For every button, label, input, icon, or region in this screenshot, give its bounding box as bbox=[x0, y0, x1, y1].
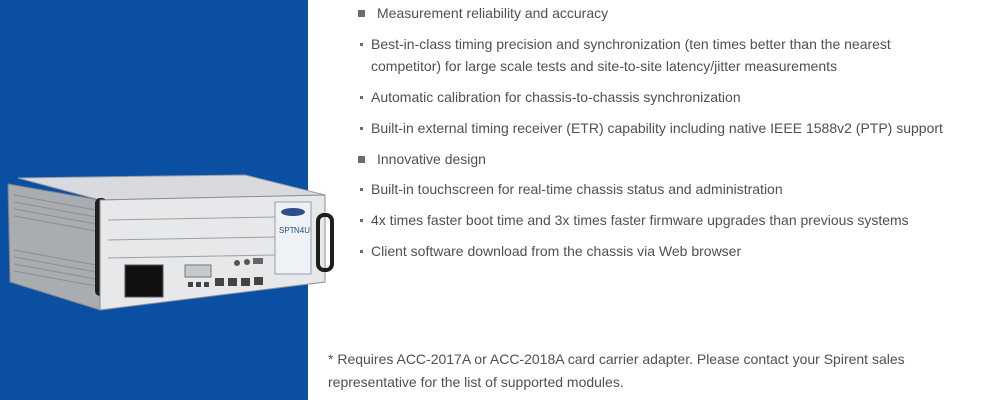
square-bullet-icon bbox=[358, 156, 365, 163]
bullet-icon bbox=[360, 250, 363, 253]
chassis-model-sublabel: N4U bbox=[294, 226, 311, 235]
bullet-icon bbox=[360, 219, 363, 222]
bullet-icon bbox=[360, 127, 363, 130]
chassis-model-label: SPT bbox=[279, 226, 295, 235]
square-bullet-icon bbox=[358, 10, 365, 17]
feature-content: Measurement reliability and accuracy Best-in-class timing precision and synchronization (ten times better than the nearest competitor) for large scale tests and site-to-site latency/jitter measurements Automatic calibration for chassis-to-chassis synchronization Built-in external timing receiver (ETR) capability including native IEEE 1588v2 (PTP) support Innovative design Built-in touchscreen for real-time chassis status and administration 4x times faster boot time and 3x times faster firmware upgrades than previous systems Client software download from the chassis via Web browser * Requires ACC-2017A or ACC-2018A card carrier adapter. Please contact your Spirent sales representative for the list of supported modules. bbox=[308, 0, 992, 400]
footnote-line: * Requires ACC-2017A or ACC-2018A card carrier adapter. Please contact your Spirent sales bbox=[328, 351, 905, 367]
bullet-icon bbox=[360, 188, 363, 191]
spt-n4u-chassis-image bbox=[0, 150, 340, 320]
bullet-icon bbox=[360, 43, 363, 46]
footnote-line: representative for the list of supported modules. bbox=[328, 374, 624, 390]
footnote bbox=[328, 348, 948, 394]
bullet-icon bbox=[360, 96, 363, 99]
